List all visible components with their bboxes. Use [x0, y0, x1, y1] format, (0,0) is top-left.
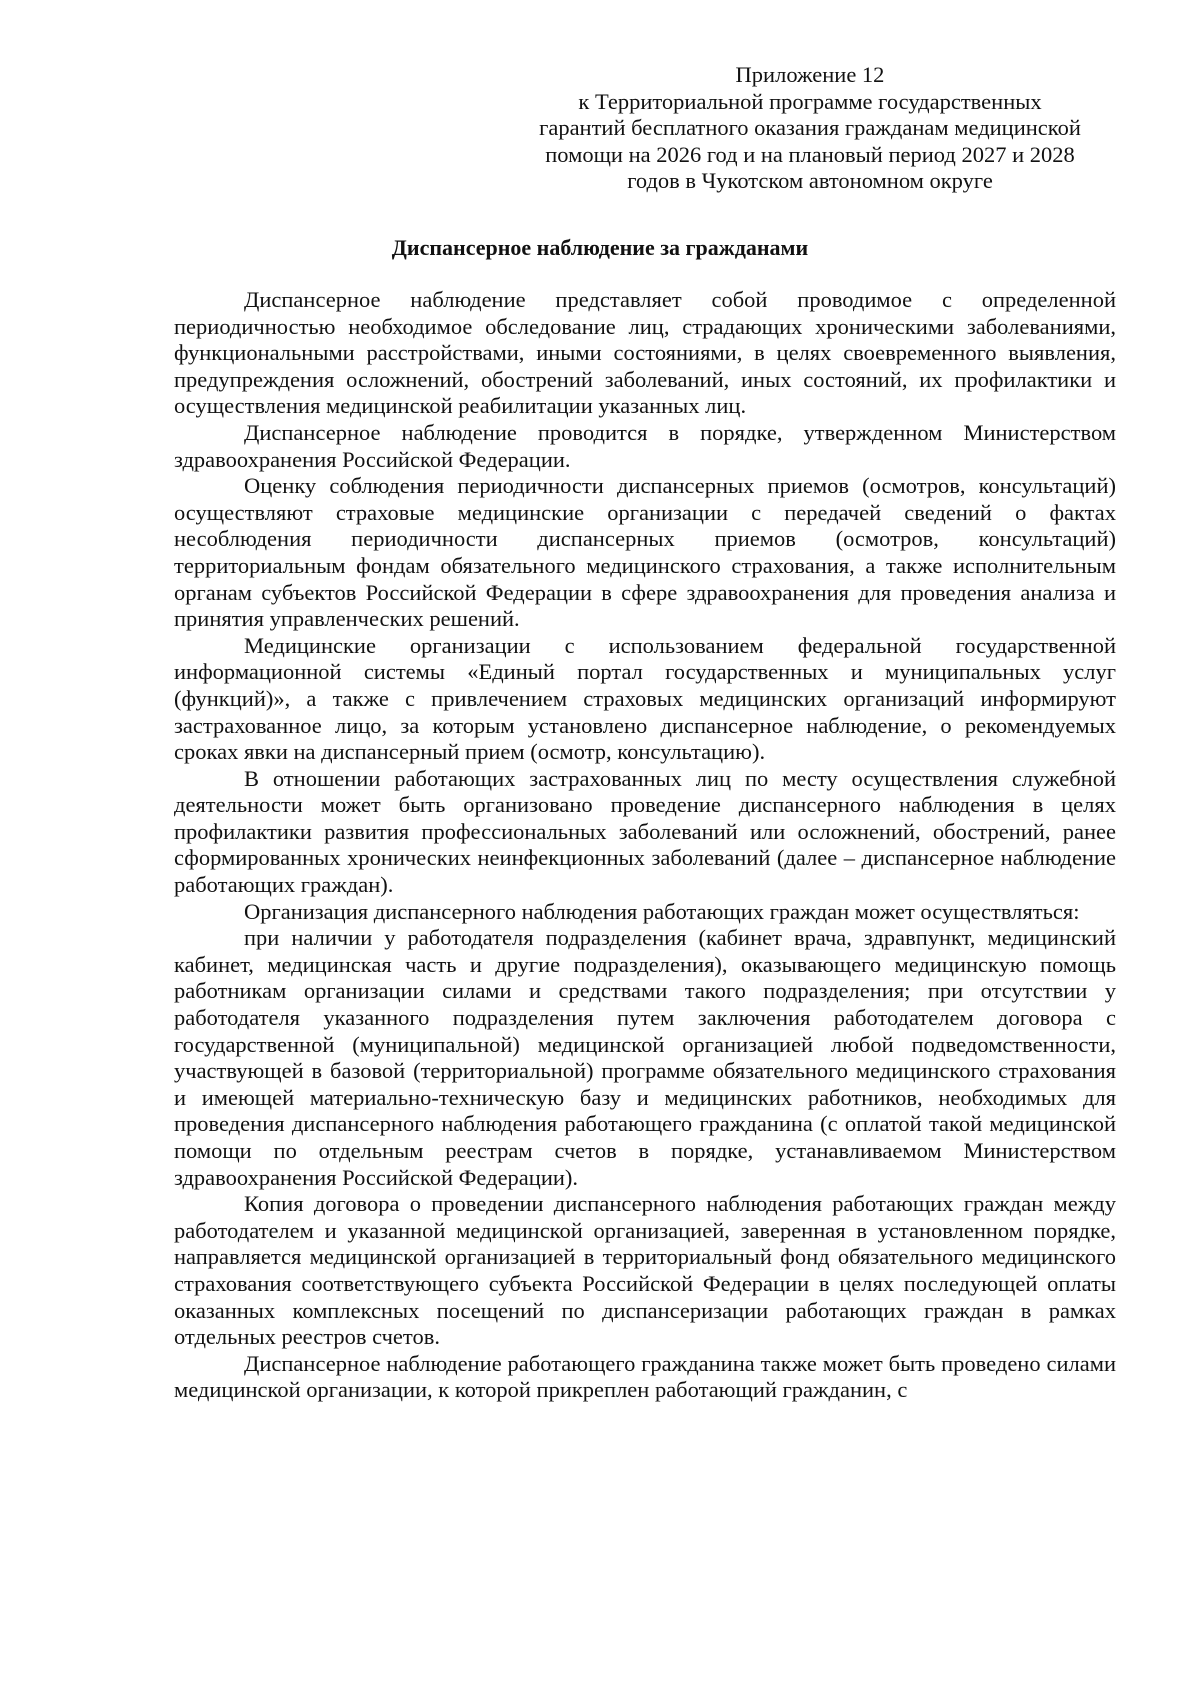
paragraph: Копия договора о проведении диспансерного наблюдения работающих граждан между работодателем и указанной медицинской организацией, заверенная в установленном порядке, направляется медицинской организацией в территориальный фонд обязательного медицинского страхования соответствующего субъекта Российской Федерации в целях последующей оплаты оказанных комплексных посещений по диспансеризации работающих граждан в рамках отдельных реестров счетов.: [174, 1191, 1116, 1350]
paragraph: Диспансерное наблюдение проводится в порядке, утвержденном Министерством здравоохранения Российской Федерации.: [174, 419, 1116, 472]
paragraph: Диспансерное наблюдение работающего гражданина также может быть проведено силами медицинской организации, к которой прикреплен работающий гражданин, с: [174, 1350, 1116, 1403]
appendix-reference-line: годов в Чукотском автономном округе: [627, 168, 993, 193]
paragraph: Медицинские организации с использованием федеральной государственной информационной системы «Единый портал государственных и муниципальных услуг (функций)», а также с привлечением страховых медицинских организаций информируют застрахованное лицо, за которым установлено диспансерное наблюдение, о рекомендуемых сроках явки на диспансерный прием (осмотр, консультацию).: [174, 632, 1116, 765]
paragraph: Организация диспансерного наблюдения работающих граждан может осуществляться:: [244, 898, 1080, 924]
appendix-header: [500, 62, 1120, 195]
document-body: [174, 287, 1116, 1404]
document-title: Диспансерное наблюдение за гражданами: [391, 235, 809, 260]
appendix-reference-line: к Территориальной программе государственных: [578, 88, 1042, 114]
appendix-reference-line: помощи на 2026 год и на плановый период 2027 и 2028: [545, 141, 1075, 167]
appendix-number: Приложение 12: [735, 62, 885, 87]
paragraph: В отношении работающих застрахованных лиц по месту осуществления служебной деятельности может быть организовано проведение диспансерного наблюдения в целях профилактики развития профессиональных заболеваний или осложнений, обострений, ранее сформированных хронических неинфекционных заболеваний (далее – диспансерное наблюдение работающих граждан).: [174, 765, 1116, 898]
paragraph: Диспансерное наблюдение представляет собой проводимое с определенной периодичностью необходимое обследование лиц, страдающих хроническими заболеваниями, функциональными расстройствами, иными состояниями, в целях своевременного выявления, предупреждения осложнений, обострений заболеваний, иных состояний, их профилактики и осуществления медицинской реабилитации указанных лиц.: [174, 287, 1116, 419]
paragraph: Оценку соблюдения периодичности диспансерных приемов (осмотров, консультаций) осуществляют страховые медицинские организации с передачей сведений о фактах несоблюдения периодичности диспансерных приемов (осмотров, консультаций) территориальным фондам обязательного медицинского страхования, а также исполнительным органам субъектов Российской Федерации в сфере здравоохранения для проведения анализа и принятия управленческих решений.: [174, 473, 1116, 632]
paragraph: при наличии у работодателя подразделения (кабинет врача, здравпункт, медицинский кабинет, медицинская часть и другие подразделения), оказывающего медицинскую помощь работникам организации силами и средствами такого подразделения; при отсутствии у работодателя указанного подразделения путем заключения работодателем договора с государственной (муниципальной) медицинской организацией любой подведомственности, участвующей в базовой (территориальной) программе обязательного медицинского страхования и имеющей материально-техническую базу и медицинских работников, необходимых для проведения диспансерного наблюдения работающего гражданина (с оплатой такой медицинской помощи по отдельным реестрам счетов в порядке, устанавливаемом Министерством здравоохранения Российской Федерации).: [174, 925, 1116, 1190]
appendix-reference-line: гарантий бесплатного оказания гражданам медицинской: [539, 115, 1081, 140]
